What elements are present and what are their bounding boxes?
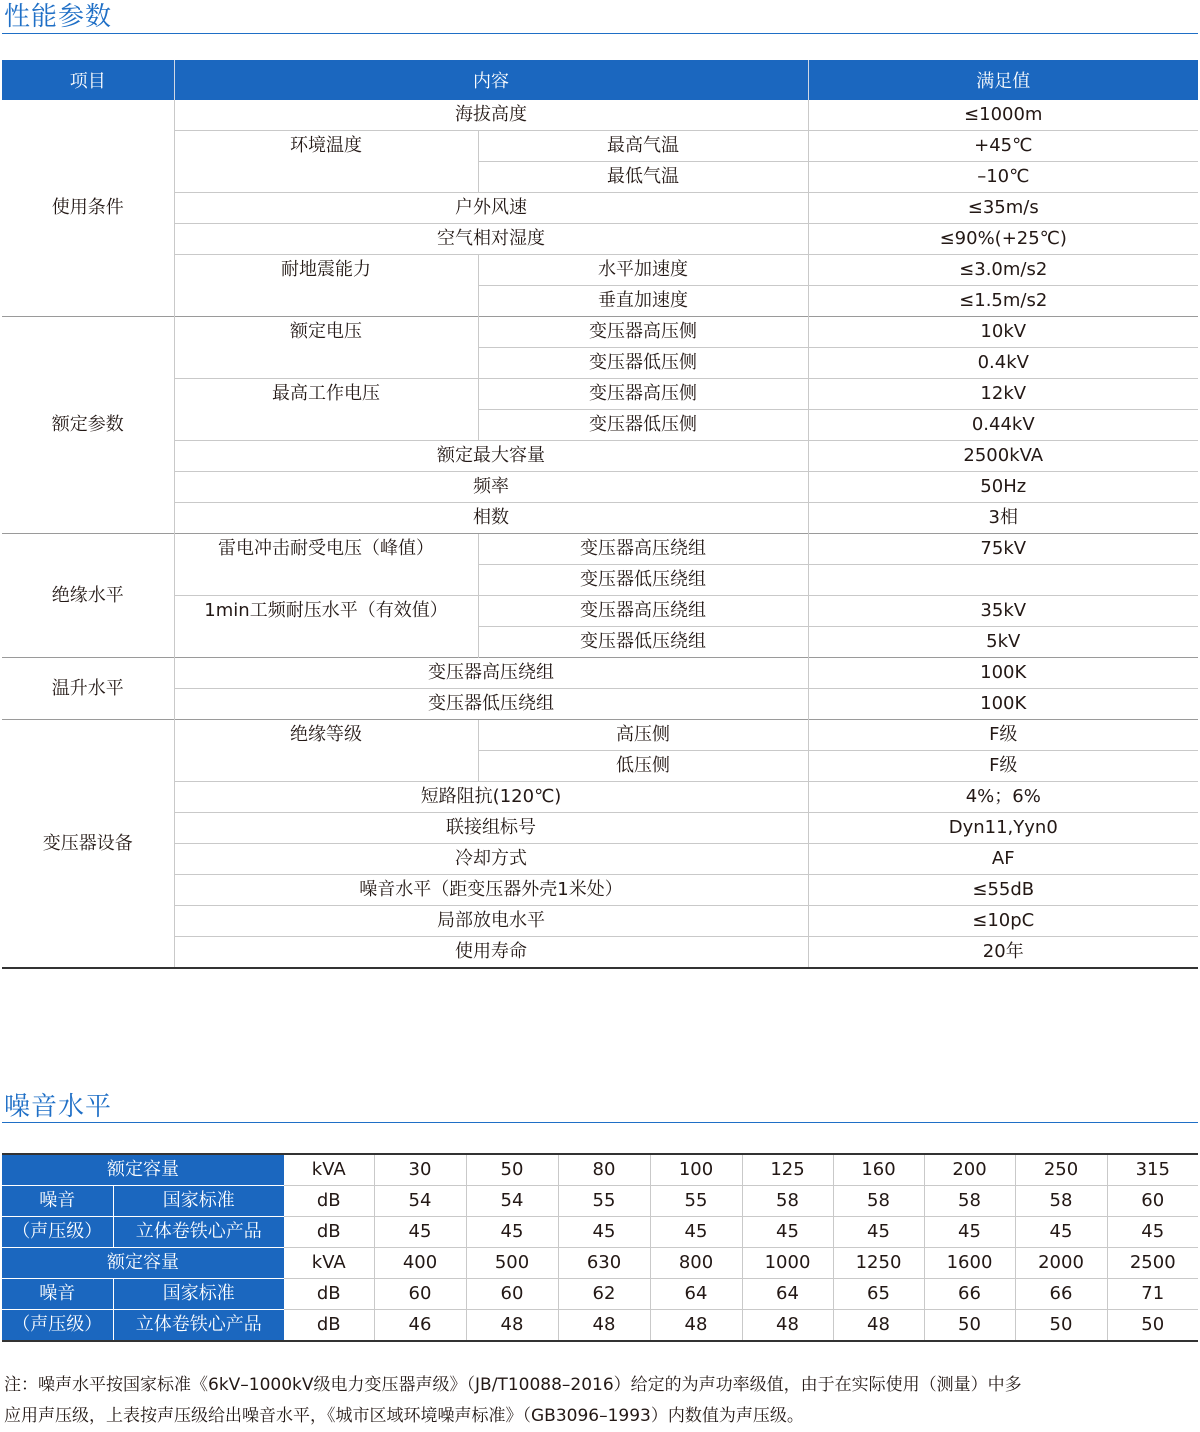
param-value: 2500kVA xyxy=(808,441,1198,472)
product-label: 立体卷铁心产品 xyxy=(113,1310,284,1342)
param-name: 联接组标号 xyxy=(174,813,808,844)
param-sub: 变压器低压绕组 xyxy=(478,565,808,596)
param-value: ≤1.5m/s2 xyxy=(808,286,1198,317)
table-row xyxy=(2,100,1198,131)
param-value: 75kV xyxy=(808,534,1198,565)
param-name: 变压器低压绕组 xyxy=(174,689,808,720)
footnote xyxy=(4,1370,1200,1432)
param-sub: 最高气温 xyxy=(478,131,808,162)
capacity-cell: 30 xyxy=(374,1154,466,1186)
noise-cell: 50 xyxy=(924,1310,1015,1342)
param-value: Dyn11,Yyn0 xyxy=(808,813,1198,844)
noise-label: 噪音 xyxy=(2,1279,113,1310)
param-name: 海拔高度 xyxy=(174,100,808,131)
param-value: ≤3.0m/s2 xyxy=(808,255,1198,286)
capacity-cell: 125 xyxy=(742,1154,833,1186)
param-name: 1min工频耐压水平（有效值） xyxy=(174,596,478,658)
capacity-cell: 500 xyxy=(466,1248,558,1279)
table-row xyxy=(2,131,1198,162)
header-value: 满足值 xyxy=(808,60,1198,100)
table-row xyxy=(2,658,1198,689)
param-name: 最高工作电压 xyxy=(174,379,478,441)
noise-cell: 48 xyxy=(558,1310,650,1342)
param-value: 3相 xyxy=(808,503,1198,534)
param-name: 冷却方式 xyxy=(174,844,808,875)
param-name: 相数 xyxy=(174,503,808,534)
noise-cell: 58 xyxy=(924,1186,1015,1217)
noise-cell: 45 xyxy=(374,1217,466,1248)
noise-cell: 45 xyxy=(833,1217,924,1248)
capacity-cell: 1000 xyxy=(742,1248,833,1279)
param-value: F级 xyxy=(808,751,1198,782)
param-sub: 变压器高压侧 xyxy=(478,317,808,348)
capacity-cell: 2000 xyxy=(1015,1248,1107,1279)
param-value: 4%；6% xyxy=(808,782,1198,813)
param-sub: 低压侧 xyxy=(478,751,808,782)
param-value: ≤10pC xyxy=(808,906,1198,937)
param-value xyxy=(808,565,1198,596)
header-item: 项目 xyxy=(2,60,174,100)
param-value: ≤90%(+25℃) xyxy=(808,224,1198,255)
param-value: AF xyxy=(808,844,1198,875)
param-name: 空气相对湿度 xyxy=(174,224,808,255)
param-sub: 垂直加速度 xyxy=(478,286,808,317)
noise-cell: 64 xyxy=(650,1279,742,1310)
table-row xyxy=(2,937,1198,969)
noise-cell: 60 xyxy=(374,1279,466,1310)
noise-label: 噪音 xyxy=(2,1186,113,1217)
param-value: 35kV xyxy=(808,596,1198,627)
footnote-line: 注：噪声水平按国家标准《6kV–1000kV级电力变压器声级》（JB/T10088–2016）给定的为声功率级值，由于在实际使用（测量）中多 xyxy=(4,1375,1022,1395)
param-value: 0.44kV xyxy=(808,410,1198,441)
param-value: ≤55dB xyxy=(808,875,1198,906)
param-name: 短路阻抗(120℃) xyxy=(174,782,808,813)
unit-label: dB xyxy=(284,1217,374,1248)
param-value: +45℃ xyxy=(808,131,1198,162)
param-value: 12kV xyxy=(808,379,1198,410)
noise-cell: 45 xyxy=(466,1217,558,1248)
noise-cell: 50 xyxy=(1015,1310,1107,1342)
capacity-cell: 50 xyxy=(466,1154,558,1186)
table-row xyxy=(2,782,1198,813)
performance-table xyxy=(2,60,1198,969)
spl-label: （声压级） xyxy=(2,1310,113,1342)
table-row xyxy=(2,906,1198,937)
unit-label: kVA xyxy=(284,1154,374,1186)
param-name: 额定最大容量 xyxy=(174,441,808,472)
group-label: 绝缘水平 xyxy=(2,534,174,658)
capacity-label: 额定容量 xyxy=(2,1248,284,1279)
param-name: 局部放电水平 xyxy=(174,906,808,937)
param-name: 绝缘等级 xyxy=(174,720,478,782)
table-header-row xyxy=(2,60,1198,100)
param-sub: 最低气温 xyxy=(478,162,808,193)
table-row xyxy=(2,441,1198,472)
param-sub: 变压器低压侧 xyxy=(478,410,808,441)
table-row xyxy=(2,317,1198,348)
param-sub: 水平加速度 xyxy=(478,255,808,286)
param-sub: 变压器高压侧 xyxy=(478,379,808,410)
table-row xyxy=(2,472,1198,503)
param-value: 0.4kV xyxy=(808,348,1198,379)
noise-cell: 60 xyxy=(466,1279,558,1310)
noise-cell: 45 xyxy=(1107,1217,1198,1248)
table-row xyxy=(2,813,1198,844)
capacity-cell: 400 xyxy=(374,1248,466,1279)
param-value: ≤1000m xyxy=(808,100,1198,131)
noise-cell: 55 xyxy=(650,1186,742,1217)
capacity-cell: 1250 xyxy=(833,1248,924,1279)
param-name: 耐地震能力 xyxy=(174,255,478,317)
table-row xyxy=(2,379,1198,410)
footnote-line: 应用声压级，上表按声压级给出噪音水平，《城市区域环境噪声标准》（GB3096–1993）内数值为声压级。 xyxy=(4,1406,804,1426)
capacity-cell: 1600 xyxy=(924,1248,1015,1279)
table-row xyxy=(2,193,1198,224)
noise-cell: 66 xyxy=(1015,1279,1107,1310)
param-name: 户外风速 xyxy=(174,193,808,224)
group-label: 温升水平 xyxy=(2,658,174,720)
param-name: 额定电压 xyxy=(174,317,478,379)
noise-cell: 45 xyxy=(650,1217,742,1248)
noise-cell: 65 xyxy=(833,1279,924,1310)
unit-label: dB xyxy=(284,1310,374,1342)
noise-cell: 54 xyxy=(374,1186,466,1217)
national-standard-row xyxy=(2,1186,1198,1217)
capacity-cell: 80 xyxy=(558,1154,650,1186)
group-label: 变压器设备 xyxy=(2,720,174,969)
param-sub: 高压侧 xyxy=(478,720,808,751)
param-sub: 变压器低压侧 xyxy=(478,348,808,379)
spl-label: （声压级） xyxy=(2,1217,113,1248)
table-row xyxy=(2,255,1198,286)
param-value: –10℃ xyxy=(808,162,1198,193)
noise-cell: 58 xyxy=(833,1186,924,1217)
table-row xyxy=(2,844,1198,875)
table-row xyxy=(2,720,1198,751)
noise-cell: 58 xyxy=(1015,1186,1107,1217)
product-label: 立体卷铁心产品 xyxy=(113,1217,284,1248)
group-label: 使用条件 xyxy=(51,197,124,218)
param-name: 噪音水平（距变压器外壳1米处） xyxy=(174,875,808,906)
noise-cell: 54 xyxy=(466,1186,558,1217)
table-row xyxy=(2,596,1198,627)
param-sub: 变压器低压绕组 xyxy=(478,627,808,658)
table-row xyxy=(2,689,1198,720)
unit-label: kVA xyxy=(284,1248,374,1279)
noise-cell: 45 xyxy=(742,1217,833,1248)
capacity-cell: 100 xyxy=(650,1154,742,1186)
param-value: F级 xyxy=(808,720,1198,751)
noise-cell: 48 xyxy=(833,1310,924,1342)
param-sub: 变压器高压绕组 xyxy=(478,596,808,627)
table-row xyxy=(2,224,1198,255)
noise-cell: 45 xyxy=(1015,1217,1107,1248)
product-row xyxy=(2,1310,1198,1342)
capacity-cell: 200 xyxy=(924,1154,1015,1186)
param-sub: 变压器高压绕组 xyxy=(478,534,808,565)
national-standard-row xyxy=(2,1279,1198,1310)
noise-cell: 58 xyxy=(742,1186,833,1217)
param-value: 20年 xyxy=(808,937,1198,969)
national-standard-label: 国家标准 xyxy=(113,1279,284,1310)
section-title-performance: 性能参数 xyxy=(4,2,113,32)
capacity-cell: 160 xyxy=(833,1154,924,1186)
title-divider xyxy=(2,1122,1198,1123)
capacity-cell: 630 xyxy=(558,1248,650,1279)
noise-cell: 48 xyxy=(466,1310,558,1342)
noise-cell: 62 xyxy=(558,1279,650,1310)
unit-label: dB xyxy=(284,1279,374,1310)
noise-cell: 45 xyxy=(924,1217,1015,1248)
noise-cell: 71 xyxy=(1107,1279,1198,1310)
param-name: 变压器高压绕组 xyxy=(174,658,808,689)
param-name: 雷电冲击耐受电压（峰值） xyxy=(174,534,478,596)
noise-cell: 55 xyxy=(558,1186,650,1217)
capacity-row xyxy=(2,1248,1198,1279)
noise-cell: 46 xyxy=(374,1310,466,1342)
noise-cell: 45 xyxy=(558,1217,650,1248)
param-name: 使用寿命 xyxy=(174,937,808,969)
title-divider xyxy=(2,33,1198,34)
product-row xyxy=(2,1217,1198,1248)
capacity-cell: 315 xyxy=(1107,1154,1198,1186)
param-value: 10kV xyxy=(808,317,1198,348)
noise-cell: 66 xyxy=(924,1279,1015,1310)
table-row xyxy=(2,875,1198,906)
noise-level-table xyxy=(2,1153,1198,1342)
param-value: ≤35m/s xyxy=(808,193,1198,224)
capacity-cell: 800 xyxy=(650,1248,742,1279)
table-row xyxy=(2,503,1198,534)
capacity-cell: 250 xyxy=(1015,1154,1107,1186)
param-value: 100K xyxy=(808,658,1198,689)
national-standard-label: 国家标准 xyxy=(113,1186,284,1217)
section-title-noise: 噪音水平 xyxy=(4,1092,113,1122)
noise-cell: 64 xyxy=(742,1279,833,1310)
capacity-row xyxy=(2,1154,1198,1186)
unit-label: dB xyxy=(284,1186,374,1217)
param-value: 50Hz xyxy=(808,472,1198,503)
param-name: 频率 xyxy=(174,472,808,503)
noise-cell: 50 xyxy=(1107,1310,1198,1342)
table-row xyxy=(2,534,1198,565)
param-value: 5kV xyxy=(808,627,1198,658)
noise-cell: 48 xyxy=(742,1310,833,1342)
capacity-label: 额定容量 xyxy=(2,1154,284,1186)
header-content: 内容 xyxy=(174,60,808,100)
noise-cell: 48 xyxy=(650,1310,742,1342)
param-name: 环境温度 xyxy=(174,131,478,193)
capacity-cell: 2500 xyxy=(1107,1248,1198,1279)
group-label: 额定参数 xyxy=(2,317,174,534)
noise-cell: 60 xyxy=(1107,1186,1198,1217)
param-value: 100K xyxy=(808,689,1198,720)
